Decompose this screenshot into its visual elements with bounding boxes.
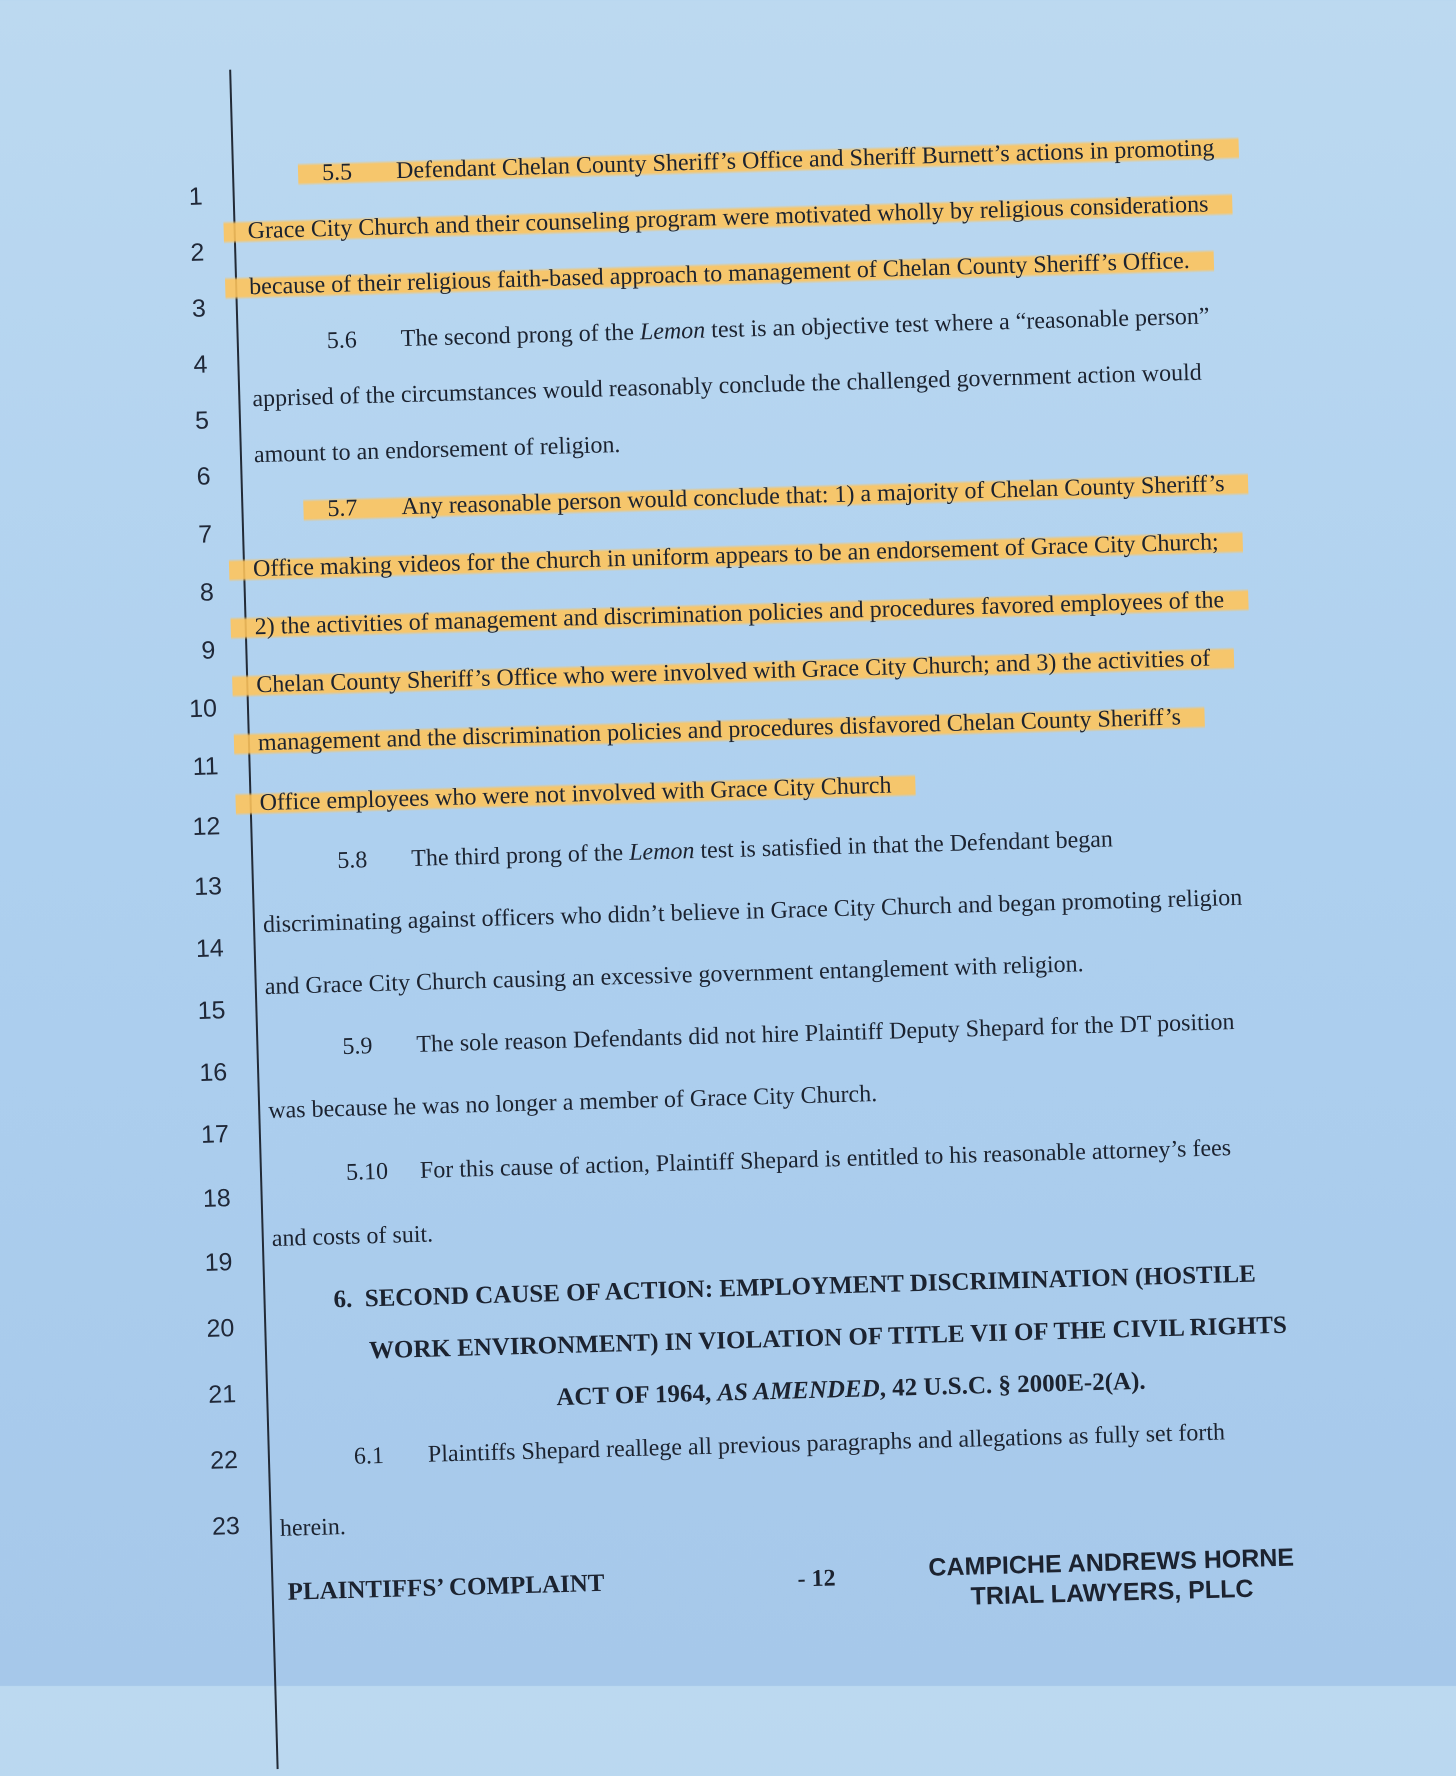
paragraph-text: The sole reason Defendants did not hire Plaintiff Deputy Shepard for the DT position	[416, 1009, 1235, 1058]
section-heading-text: SECOND CAUSE OF ACTION: EMPLOYMENT DISCRIMINATION (HOSTILE	[364, 1260, 1257, 1313]
paragraph-5-7-line-2	[229, 526, 1243, 586]
paragraph-5-7-line-1	[303, 467, 1249, 525]
paragraph-text: 2) the activities of management and discrimination policies and procedures favored employees of the	[230, 586, 1248, 640]
line-number: 1	[188, 182, 204, 211]
paragraph-5-8-line-3: and Grace City Church causing an excessive government entanglement with religion.	[264, 951, 1084, 1001]
paragraph-number: 5.6	[326, 327, 358, 355]
line-number: 16	[198, 1058, 228, 1087]
paragraph-text: test is satisfied in that the Defendant began	[694, 826, 1114, 865]
paragraph-number: 5.5	[321, 159, 353, 187]
paragraph-5-7-line-5	[234, 701, 1206, 760]
paragraph-text: Plaintiffs Shepard reallege all previous paragraphs and allegations as fully set forth	[427, 1419, 1226, 1468]
paragraph-6-1-line-1	[353, 1416, 1225, 1472]
line-number: 8	[199, 578, 215, 607]
section-heading-text: ACT OF 1964,	[555, 1379, 718, 1412]
paragraph-5-10-line-1	[346, 1132, 1232, 1189]
paragraph-number: 5.10	[345, 1158, 389, 1186]
paragraph-5-7-line-3	[230, 583, 1248, 643]
paragraph-5-6-line-2: apprised of the circumstances would reasonably conclude the challenged government action would	[252, 359, 1203, 413]
paragraph-6-1-line-2: herein.	[279, 1514, 347, 1542]
line-number: 9	[201, 636, 216, 665]
paragraph-5-7-line-4	[232, 642, 1235, 702]
paragraph-text: Any reasonable person would conclude that: 1) a majority of Chelan County Sheriff’s	[401, 471, 1225, 521]
paragraph-text: because of their religious faith-based approach to management of Chelan County Sheriff’s Office.	[225, 247, 1214, 301]
section-heading-line-2: WORK ENVIRONMENT) IN VIOLATION OF TITLE VII OF THE CIVIL RIGHTS	[368, 1311, 1288, 1365]
paragraph-5-7-line-6	[235, 769, 916, 820]
line-number: 14	[195, 934, 225, 963]
paragraph-5-8-line-2: discriminating against officers who didn’t believe in Grace City Church and began promoting religion	[262, 884, 1243, 939]
paragraph-5-9-line-2: was because he was no longer a member of Grace City Church.	[267, 1081, 878, 1125]
paragraph-text: Office making videos for the church in uniform appears to be an endorsement of Grace City Church;	[229, 529, 1243, 583]
paragraph-5-5-line-2	[223, 188, 1233, 248]
line-number: 18	[202, 1184, 232, 1213]
footer-title: PLAINTIFFS’ COMPLAINT	[287, 1569, 605, 1606]
case-name: Lemon	[639, 317, 706, 346]
paragraph-text: test is an objective test where a “reasonable person”	[704, 303, 1210, 344]
line-number: 7	[197, 520, 213, 549]
section-number: 6.	[333, 1285, 353, 1314]
paragraph-number: 5.7	[327, 495, 358, 523]
section-heading-emphasis: AS AMENDED	[717, 1375, 881, 1407]
line-number: 2	[189, 238, 205, 267]
footer-firm-name	[911, 1542, 1313, 1613]
line-number: 19	[204, 1248, 233, 1277]
section-heading-line-1	[333, 1258, 1256, 1318]
line-number: 22	[209, 1446, 239, 1475]
line-number: 15	[197, 996, 226, 1025]
paragraph-text: Office employees who were not involved with Grace City Church	[235, 772, 916, 817]
paragraph-5-10-line-2: and costs of suit.	[271, 1221, 434, 1252]
line-number: 13	[193, 872, 223, 902]
paragraph-number: 5.9	[342, 1033, 373, 1060]
paragraph-5-9-line-1	[342, 1006, 1235, 1063]
paragraph-text: The second prong of the	[400, 319, 641, 353]
section-heading-line-3	[556, 1365, 1146, 1415]
paragraph-5-6-line-1	[326, 300, 1210, 357]
line-number: 12	[192, 812, 221, 842]
paragraph-5-8-line-1	[337, 823, 1113, 877]
line-number: 10	[188, 694, 218, 724]
paragraph-text: Grace City Church and their counseling program were motivated wholly by religious considerations	[223, 191, 1232, 245]
paragraph-number: 6.1	[353, 1442, 385, 1470]
footer-page-number: - 12	[797, 1565, 836, 1593]
line-number: 4	[193, 350, 208, 379]
line-number: 21	[207, 1380, 237, 1409]
paragraph-number: 5.8	[336, 847, 368, 875]
paragraph-text: Defendant Chelan County Sheriff’s Office and Sheriff Burnett’s actions in promoting	[395, 135, 1215, 185]
paragraph-5-5-line-3	[225, 244, 1214, 304]
line-number: 6	[196, 462, 211, 491]
line-number: 23	[211, 1512, 241, 1541]
paragraph-text: management and the discrimination policies and procedures disfavored Chelan County Sheriff’s	[234, 704, 1206, 757]
line-number: 17	[200, 1120, 230, 1149]
line-number: 5	[194, 406, 210, 435]
firm-line-2: TRIAL LAWYERS, PLLC	[970, 1574, 1254, 1611]
line-number: 11	[192, 752, 219, 782]
paragraph-text: Chelan County Sheriff’s Office who were involved with Grace City Church; and 3) the activities of	[232, 645, 1235, 699]
line-number: 20	[206, 1314, 235, 1343]
paragraph-5-6-line-3: amount to an endorsement of religion.	[253, 431, 621, 469]
firm-line-1: CAMPICHE ANDREWS HORNE	[927, 1543, 1295, 1582]
case-name: Lemon	[628, 838, 695, 866]
paragraph-5-5-line-1	[298, 132, 1239, 190]
line-number: 3	[191, 294, 207, 323]
paragraph-text: For this cause of action, Plaintiff Shepard is entitled to his reasonable attorney’s fees	[419, 1135, 1232, 1184]
section-heading-text: , 42 U.S.C. § 2000E-2(A).	[879, 1367, 1146, 1403]
paragraph-text: The third prong of the	[410, 839, 630, 872]
